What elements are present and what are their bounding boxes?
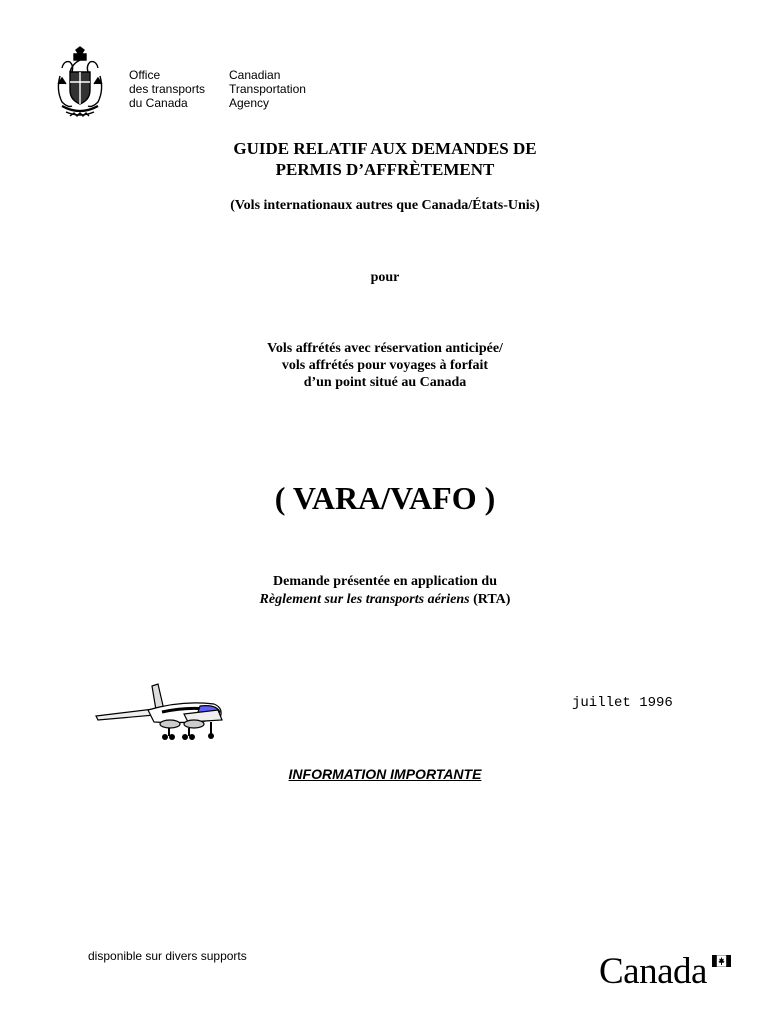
program-name: ( VARA/VAFO ) [274, 480, 496, 516]
flight-type-line: d’un point situé au Canada [303, 375, 467, 390]
publication-date: juillet 1996 [572, 695, 673, 711]
document-title [0, 138, 770, 180]
agency-en-line: Canadian [229, 68, 281, 82]
important-info-heading: INFORMATION IMPORTANTE [288, 766, 482, 782]
availability-note: disponible sur divers supports [88, 949, 247, 963]
agency-name-en [229, 68, 306, 110]
title-line: PERMIS D’AFFRÈTEMENT [275, 160, 495, 179]
maple-leaf-flag-icon [712, 955, 731, 967]
title-line: GUIDE RELATIF AUX DEMANDES DE [233, 139, 537, 158]
agency-fr-line: Office [129, 68, 161, 82]
agency-en-line: Agency [229, 96, 270, 110]
regulation-abbr: (RTA) [473, 592, 511, 607]
flight-types [0, 340, 770, 391]
agency-fr-line: des transports [129, 82, 206, 96]
application-statement [0, 573, 770, 609]
coat-of-arms-icon [52, 46, 108, 120]
flight-type-line: vols affrétés pour voyages à forfait [281, 358, 489, 373]
agency-name-fr [129, 68, 205, 110]
request-line: Demande présentée en application du [273, 574, 497, 589]
regulation-line [0, 591, 770, 609]
agency-fr-line: du Canada [129, 96, 188, 110]
airplane-icon [92, 680, 227, 744]
for-label: pour [370, 270, 400, 285]
document-subtitle: (Vols internationaux autres que Canada/États-Unis) [230, 198, 540, 213]
canada-wordmark: Canada [599, 951, 707, 992]
flight-type-line: Vols affrétés avec réservation anticipée/ [267, 341, 503, 356]
agency-en-line: Transportation [229, 82, 306, 96]
regulation-name: Règlement sur les transports aériens [259, 592, 470, 607]
